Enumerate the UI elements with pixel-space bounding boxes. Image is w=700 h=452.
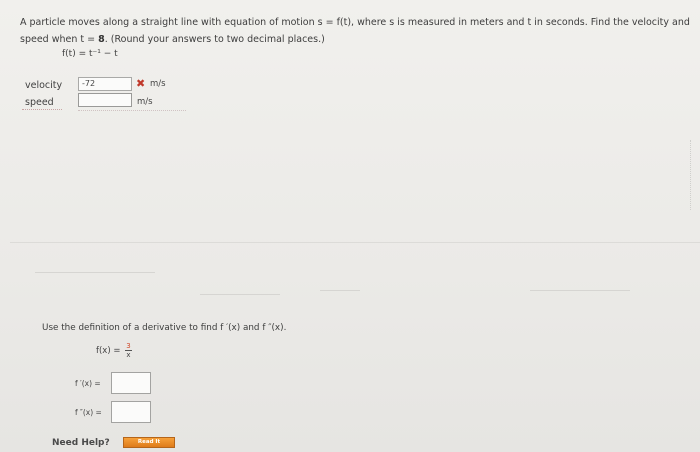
divider [78,110,186,111]
speed-unit: m/s [137,97,153,107]
need-help-label: Need Help? [52,438,110,448]
speed-input[interactable] [78,93,132,107]
second-derivative-label: f ″(x) = [75,408,102,417]
problem-statement: A particle moves along a straight line with equation of motion s = f(t), where s is measured in meters and t in seconds. Find the velocity and speed when t = 8. (Round your answers to two decimal places.) [20,17,690,45]
fraction [125,342,131,359]
first-derivative-input[interactable] [111,372,151,394]
velocity-unit: m/s [150,79,166,89]
velocity-input[interactable]: -72 [78,77,132,91]
divider [10,242,700,243]
fraction-denominator: x [126,351,131,359]
t-value: 8 [98,34,105,45]
divider [22,109,62,110]
divider [320,290,360,291]
first-derivative-label: f ′(x) = [75,379,101,388]
divider [35,272,155,273]
velocity-label: velocity [25,80,63,91]
speed-label: speed [25,97,54,108]
divider [200,294,280,295]
derivative-instruction: Use the definition of a derivative to find f ′(x) and f ″(x). [42,323,287,333]
read-it-button[interactable]: Read It [123,437,175,448]
incorrect-icon: ✖ [136,77,146,90]
second-derivative-input[interactable] [111,401,151,423]
fraction-numerator: 3 [126,342,131,350]
divider [530,290,630,291]
equation: f(t) = t⁻¹ − t [62,49,118,59]
divider [690,140,692,210]
fx-definition: f(x) = $\frac{3}{x}$ [96,342,131,359]
